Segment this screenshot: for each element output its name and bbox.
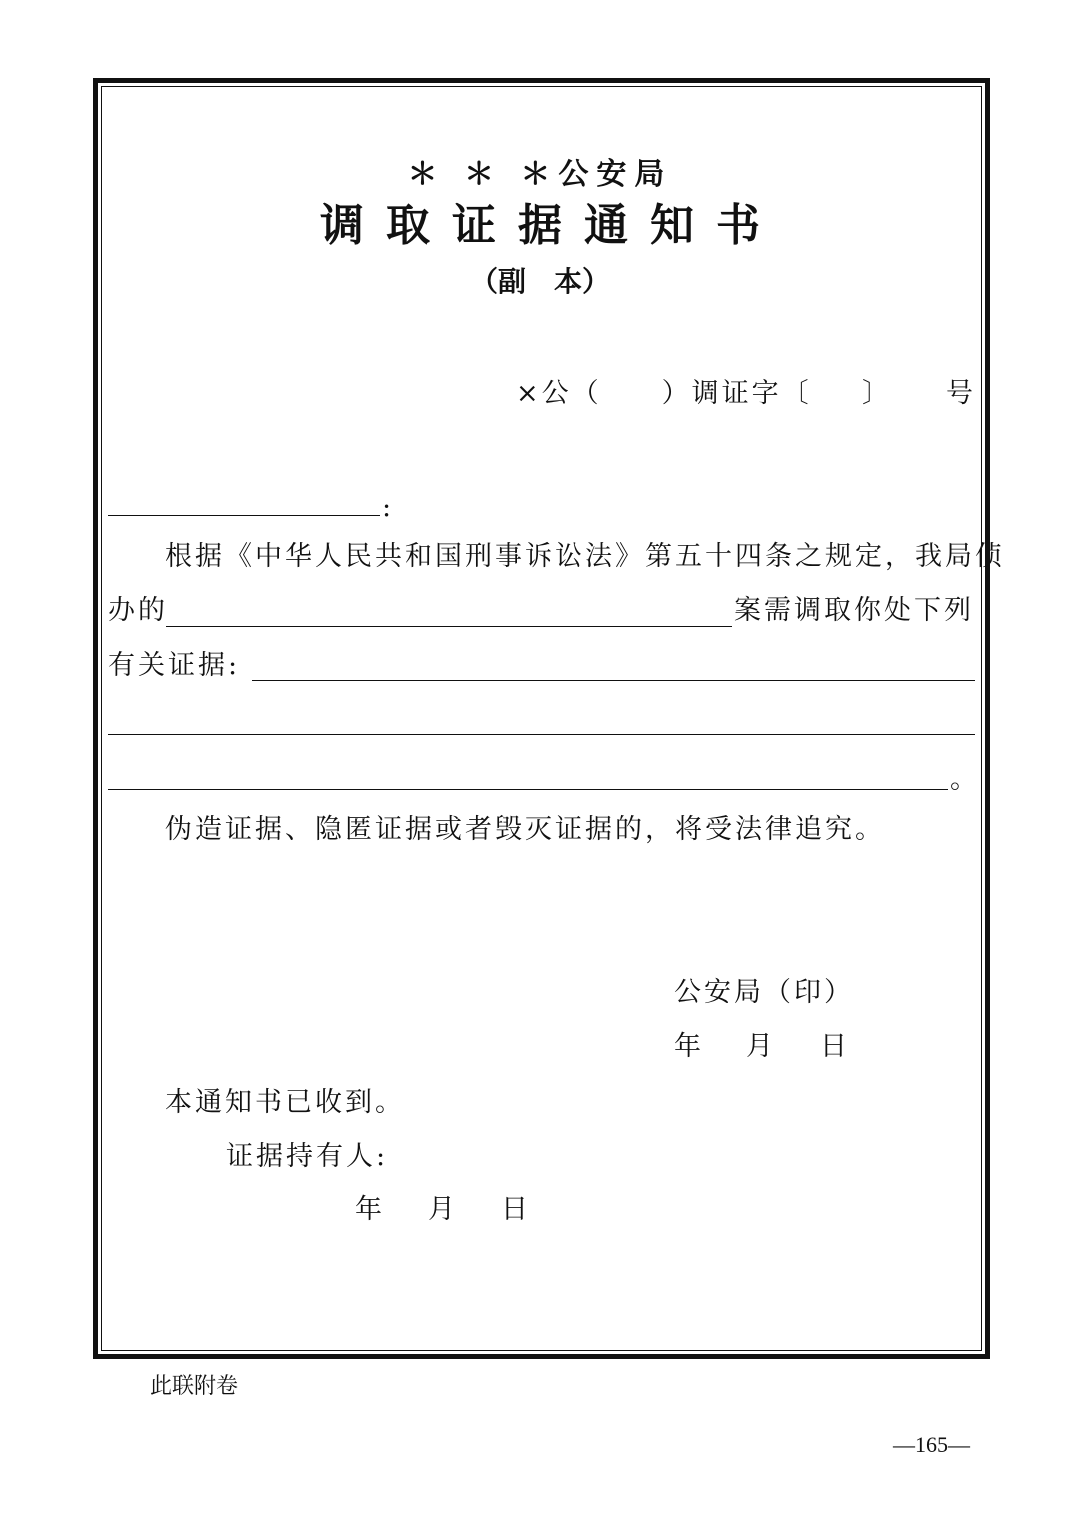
evidence-blank-line-2 — [108, 734, 975, 735]
addressee-blank-line — [108, 515, 380, 516]
legal-warning: 伪造证据、隐匿证据或者毁灭证据的，将受法律追究。 — [165, 814, 885, 845]
issuing-agency: ＊ ＊ ＊公安局 — [407, 157, 673, 192]
doc-number-suffix: 号 — [946, 378, 976, 409]
evidence-label: 有关证据: — [108, 650, 241, 681]
evidence-blank-line-3 — [108, 789, 948, 790]
evidence-blank-line-1 — [252, 680, 975, 681]
issuer-seal: 公安局（印） — [674, 977, 854, 1008]
body-line-1: 根据《中华人民共和国刑事诉讼法》第五十四条之规定，我局侦 — [165, 541, 1005, 572]
addressee-colon: : — [382, 492, 395, 523]
archive-note: 此联附卷 — [150, 1374, 239, 1399]
issuer-day: 日 — [820, 1031, 850, 1062]
receipt-confirmation: 本通知书已收到。 — [165, 1087, 405, 1118]
body-line-2-suffix: 案需调取你处下列 — [734, 595, 974, 626]
page-number: —165— — [893, 1432, 970, 1457]
evidence-holder-label: 证据持有人: — [226, 1141, 389, 1172]
doc-number-prefix: ×公（ ）调证字〔 — [516, 378, 812, 409]
body-line-2-prefix: 办的 — [108, 595, 168, 626]
receipt-month: 月 — [428, 1194, 458, 1225]
issuer-year: 年 — [674, 1031, 704, 1062]
document-title: 调取证据通知书 — [320, 200, 782, 251]
copy-label: （副 本） — [469, 265, 610, 298]
issuer-month: 月 — [746, 1031, 776, 1062]
doc-number-bracket-close: 〕 — [862, 378, 892, 409]
receipt-day: 日 — [501, 1194, 531, 1225]
evidence-end-mark: 。 — [950, 764, 980, 795]
case-name-blank-line — [166, 626, 732, 627]
receipt-year: 年 — [355, 1194, 385, 1225]
